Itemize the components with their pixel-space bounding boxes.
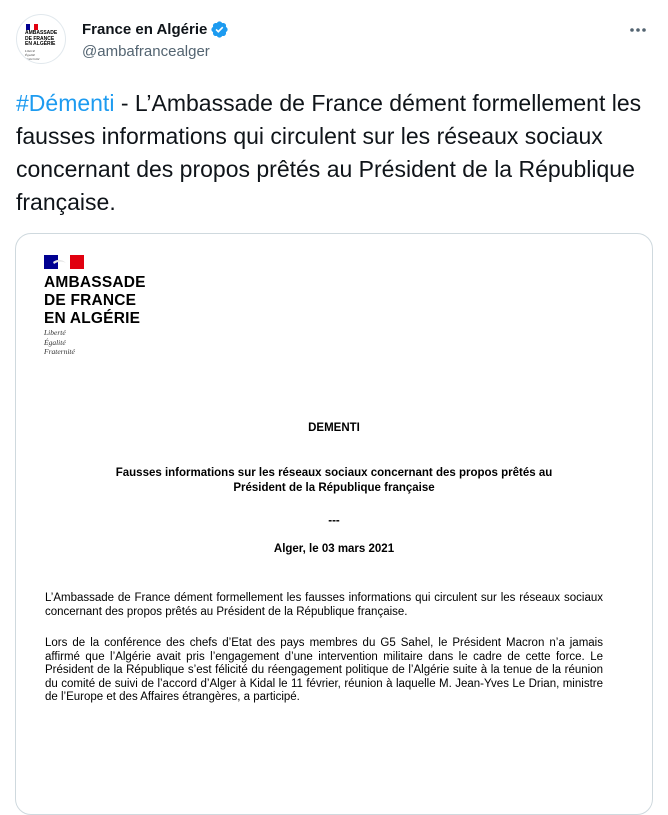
display-name[interactable]: France en Algérie <box>82 21 208 38</box>
avatar-motto: Liberté Égalité Fraternité <box>25 49 40 61</box>
separator: --- <box>328 515 340 527</box>
ellipsis-icon <box>629 27 647 33</box>
name-row <box>82 20 229 39</box>
french-republic-logo-icon <box>44 255 84 269</box>
avatar-embassy-name: AMBASSADE DE FRANCE EN ALGÉRIE <box>25 30 58 48</box>
tweet-text <box>16 87 656 219</box>
paragraph-2: Lors de la conférence des chefs d’Etat des pays membres du G5 Sahel, le Président Macron n’a jamais affirmé que l’Algérie avait pris l’engagement d’une intervention militaire dans le cadre de cette force. Le Président de la République s’est félicité du réengagement politique de l’Algérie suite à la tenue de la réunion du comité de suivi de l’accord d’Alger à Kidal le 11 février, réunion à laquelle M. Jean-Yves Le Drian, ministre de l’Europe et des Affaires étrangères, a participé. <box>45 637 603 704</box>
tweet-media-image[interactable] <box>15 233 653 815</box>
verified-badge-icon <box>210 20 229 39</box>
document-subtitle <box>16 466 652 496</box>
document-date: Alger, le 03 mars 2021 <box>273 543 395 555</box>
republic-motto: Liberté Égalité Fraternité <box>44 328 75 356</box>
document-title: DEMENTI <box>308 422 360 434</box>
tweet-body: - L’Ambassade de France dément formellement les fausses informations qui circulent sur les réseaux sociaux concernant des propos prêtés au Président de la République française. <box>16 90 642 215</box>
press-release-document <box>16 234 652 814</box>
subtitle-line-1: Fausses informations sur les réseaux sociaux concernant des propos prêtés au <box>115 467 553 479</box>
subtitle-line-2: Président de la République française <box>233 482 435 494</box>
avatar[interactable] <box>16 14 66 64</box>
tweet-header <box>16 14 652 70</box>
embassy-name: AMBASSADE DE FRANCE EN ALGÉRIE <box>44 274 146 327</box>
more-options-button[interactable] <box>624 18 652 42</box>
paragraph-1: L’Ambassade de France dément formellement les fausses informations qui circulent sur les réseaux sociaux concernant des propos prêtés au Président de la République française. <box>45 592 603 618</box>
hashtag-link[interactable]: #Démenti <box>16 90 115 116</box>
user-handle[interactable]: @ambafrancealger <box>82 43 210 60</box>
